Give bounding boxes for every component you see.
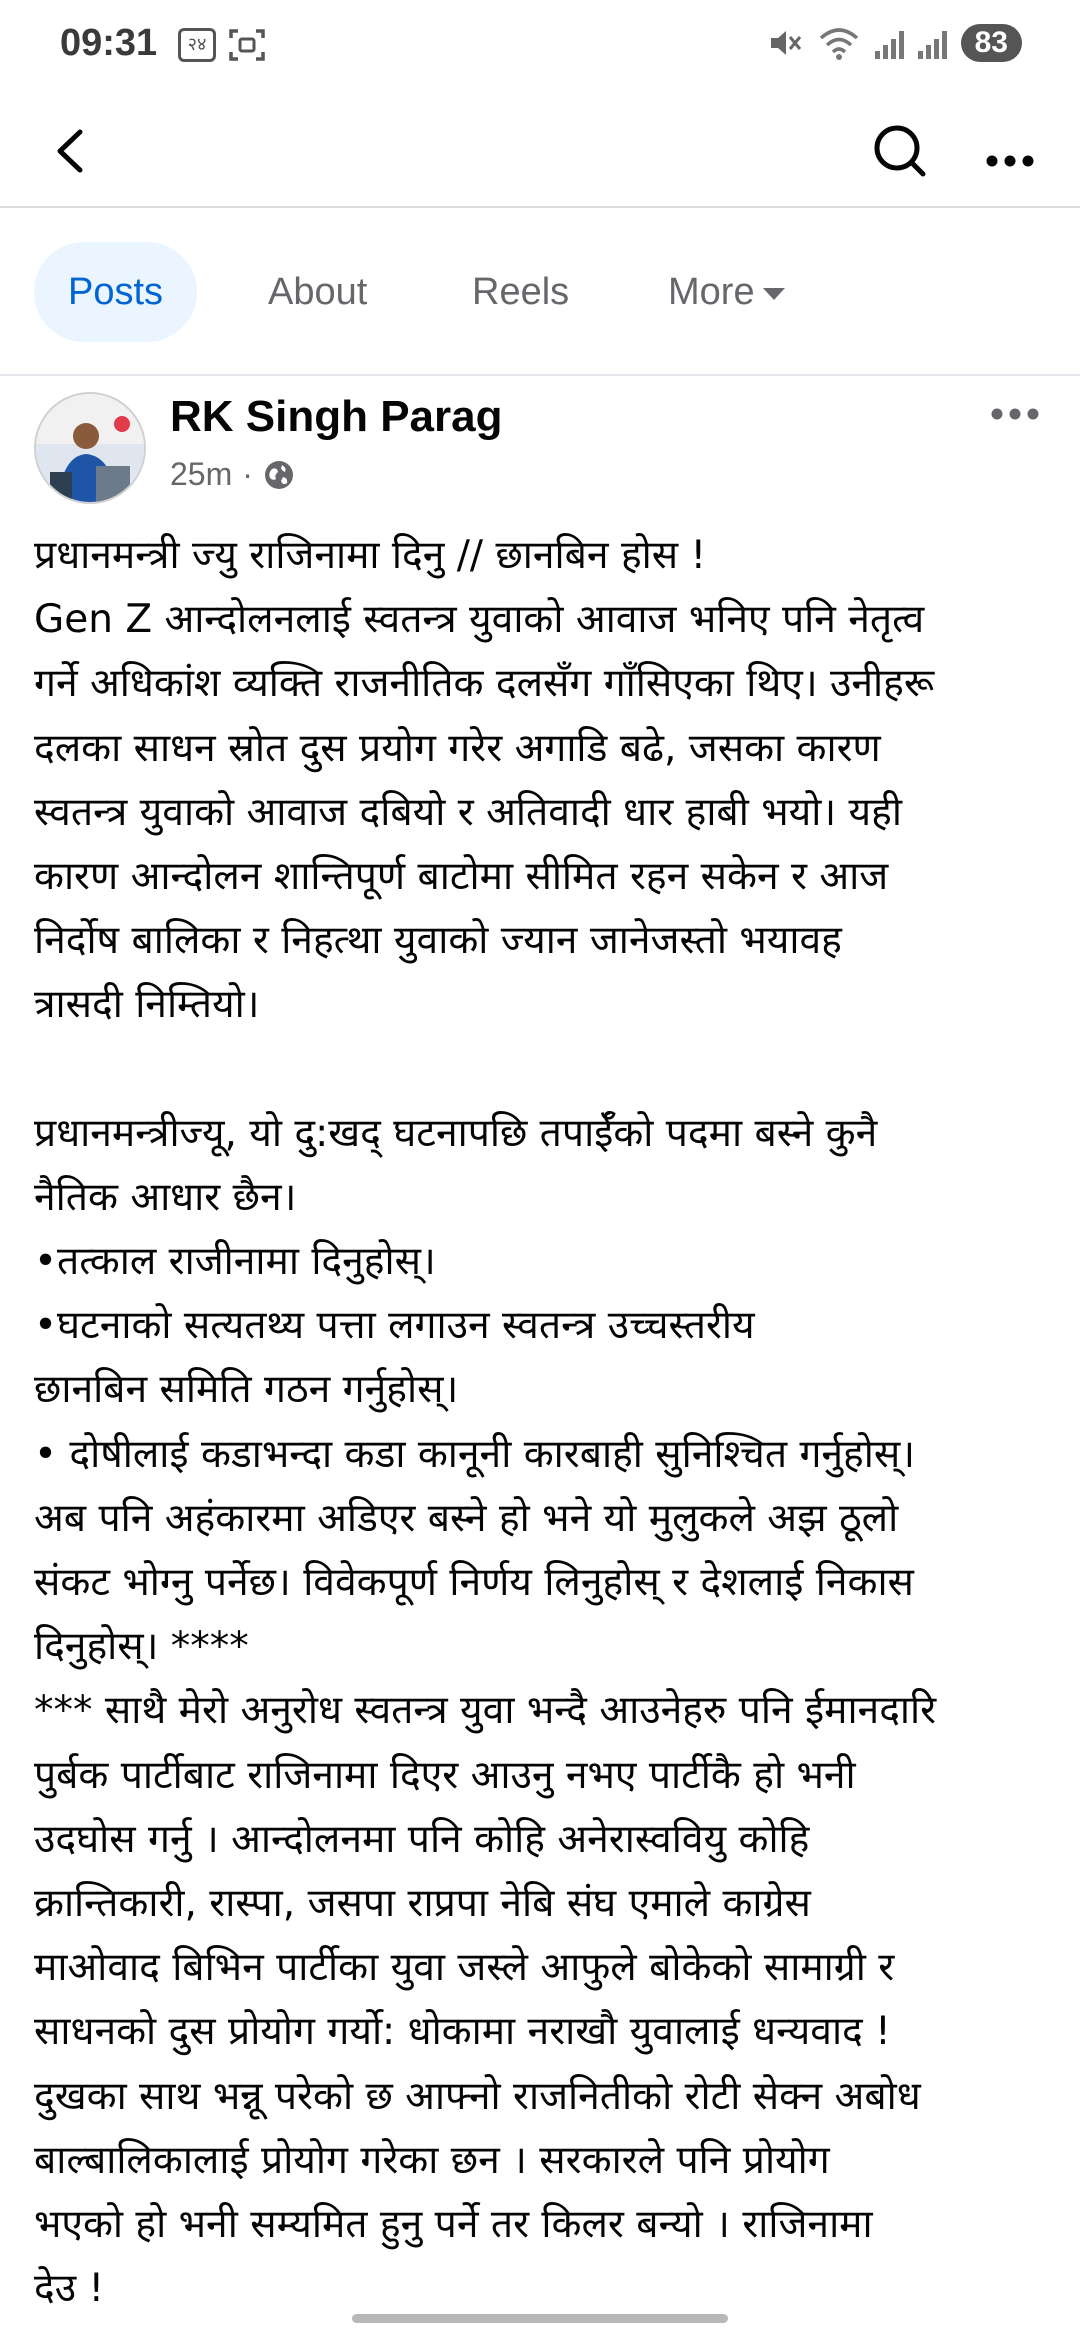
screenshot-icon <box>228 28 266 62</box>
post-text-line: साधनको दुस प्रोयोग गर्यो: धोकामा नराखौ युवालाई धन्यवाद ! <box>34 2009 891 2055</box>
status-right-icons <box>767 24 1022 62</box>
mute-icon <box>767 25 803 61</box>
post-text-line: स्वतन्त्र युवाको आवाज दबियो र अतिवादी धार हाबी भयो। यही <box>34 789 902 835</box>
post-text-line <box>34 1038 1054 1102</box>
post-text-line: गर्ने अधिकांश व्यक्ति राजनीतिक दलसँग गाँसिएका थिए। उनीहरू <box>34 661 935 707</box>
post-text-line: Gen Z आन्दोलनलाई स्वतन्त्र युवाको आवाज भनिए पनि नेतृत्व <box>34 597 925 643</box>
post-text-line: छानबिन समिति गठन गर्नुहोस्। <box>34 1367 459 1413</box>
post-text-line: •घटनाको सत्यतथ्य पत्ता लगाउन स्वतन्त्र उच्चस्तरीय <box>34 1303 755 1349</box>
avatar-photo <box>36 394 144 502</box>
profile-tabs <box>0 206 1080 376</box>
post-text-line: उदघोस गर्नु । आन्दोलनमा पनि कोहि अनेरास्ववियु कोहि <box>34 1816 810 1862</box>
battery-level: 83 <box>961 24 1022 62</box>
post-text-line: पुर्बक पार्टीबाट राजिनामा दिएर आउनु नभए पार्टीकै हो भनी <box>34 1752 856 1798</box>
status-time: 09:31 <box>60 22 158 64</box>
post-text-line: भएको हो भनी सम्यमित हुनु पर्ने तर किलर बन्यो । राजिनामा <box>34 2201 873 2247</box>
post-text-line: प्रधानमन्त्री ज्यु राजिनामा दिनु // छानबिन होस ! <box>34 533 707 578</box>
tab-about[interactable]: About <box>268 271 368 313</box>
search-icon[interactable] <box>865 116 935 186</box>
tab-posts[interactable]: Posts <box>34 242 197 342</box>
status-bar <box>0 0 1080 100</box>
post-text-line: देउ ! <box>34 2266 105 2312</box>
more-dots-icon[interactable] <box>965 116 1055 186</box>
post-text-line: दुखका साथ भन्नू परेको छ आफ्नो राजनितीको रोटी सेक्न अबोध <box>34 2073 921 2119</box>
post-header <box>0 376 1080 506</box>
post-text-line: निर्दोष बालिका र निहत्था युवाको ज्यान जानेजस्तो भयावह <box>34 918 842 964</box>
status-left-icons <box>178 28 266 62</box>
post-text-line: क्रान्तिकारी, रास्पा, जसपा राप्रपा नेबि संघ एमाले काग्रेस <box>34 1880 811 1926</box>
post-text-line: कारण आन्दोलन शान्तिपूर्ण बाटोमा सीमित रहन सकेन र आज <box>34 853 889 899</box>
post-text-line: बाल्बालिकालाई प्रोयोग गरेका छन । सरकारले पनि प्रोयोग <box>34 2137 830 2183</box>
post-text-line: त्रासदी निम्तियो। <box>34 982 260 1028</box>
signal-icon <box>918 27 947 59</box>
post-text-line: *** साथै मेरो अनुरोध स्वतन्त्र युवा भन्दै आउनेहरु पनि ईमानदारि <box>34 1688 937 1734</box>
avatar[interactable] <box>34 392 146 504</box>
post-text-line: •तत्काल राजीनामा दिनुहोस्। <box>34 1239 436 1285</box>
top-navigation-bar <box>0 100 1080 208</box>
meta-separator: · <box>242 456 253 492</box>
post-text-line: अब पनि अहंकारमा अडिएर बस्ने हो भने यो मुलुकले अझ ठूलो <box>34 1495 899 1541</box>
post-options-icon[interactable] <box>980 396 1050 436</box>
post-text-line: माओवाद बिभिन पार्टीका युवा जस्ले आफुले बोकेको सामाग्री र <box>34 1945 895 1991</box>
post-text-line: • दोषीलाई कडाभन्दा कडा कानूनी कारबाही सुनिश्चित गर्नुहोस्। <box>34 1431 916 1477</box>
post-author-name[interactable]: RK Singh Parag <box>170 392 503 441</box>
wifi-icon <box>817 25 861 61</box>
post-text-line: प्रधानमन्त्रीज्यू, यो दु:खद् घटनापछि तपाईँको पदमा बस्ने कुनै <box>34 1110 878 1156</box>
globe-icon <box>263 459 295 491</box>
signal-icon <box>875 27 904 59</box>
tab-more[interactable] <box>668 242 785 342</box>
post-text-line: दलका साधन स्रोत दुस प्रयोग गरेर अगाडि बढे, जसका कारण <box>34 725 881 771</box>
tab-reels[interactable]: Reels <box>472 271 570 313</box>
post-timestamp[interactable]: 25m <box>170 456 233 492</box>
post-text-line: संकट भोग्नु पर्नेछ। विवेकपूर्ण निर्णय लिनुहोस् र देशलाई निकास <box>34 1560 914 1605</box>
caret-down-icon <box>763 288 785 300</box>
tab-more-label: More <box>668 271 755 313</box>
post-text-line: दिनुहोस्। **** <box>34 1624 249 1670</box>
post-meta <box>170 456 295 493</box>
post-body <box>34 524 1054 2321</box>
home-indicator[interactable] <box>352 2314 728 2323</box>
back-arrow-icon[interactable] <box>40 116 110 186</box>
post-text-line: नैतिक आधार छैन। <box>34 1174 297 1220</box>
calendar-24-icon: २४ <box>178 28 216 62</box>
